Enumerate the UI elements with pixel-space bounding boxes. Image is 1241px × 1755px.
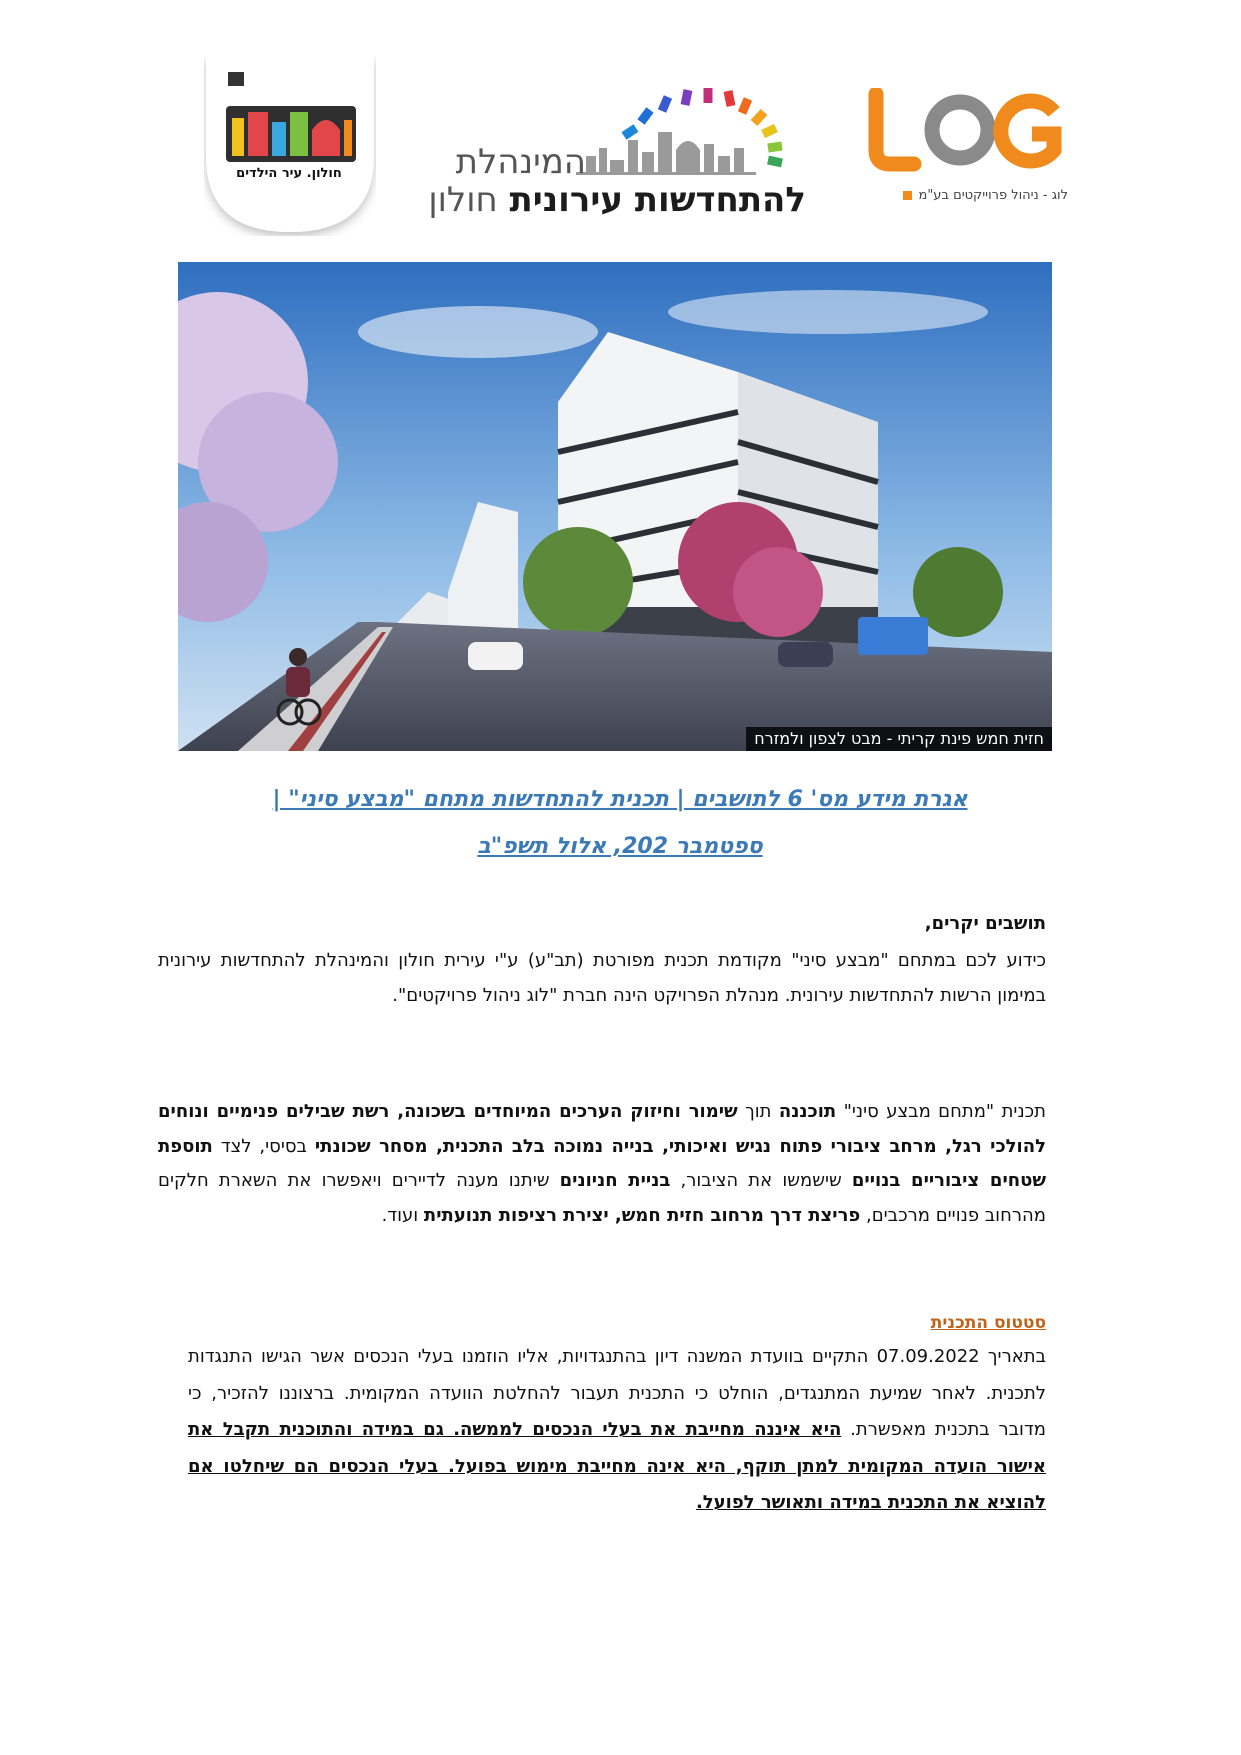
log-wordmark-graphic xyxy=(868,88,1068,184)
holon-city-logo xyxy=(204,56,376,236)
log-subtitle-text: לוג - ניהול פרוייקטים בע"מ xyxy=(918,187,1068,203)
intro-paragraph: כידוע לכם במתחם "מבצע סיני" מקודמת תכנית מפורטת (תב"ע) ע"י עירית חולון והמינהלת להתחדשות עירונית במימון הרשות להתחדשות עירונית. מנהלת הפרויקט הינה חברת "לוג ניהול פרויקטים". xyxy=(158,950,1046,1006)
authority-name-city: חולון xyxy=(428,180,498,220)
p3-bold-underline: היא איננה מחייבת את בעלי הנכסים לממשה. גם במידה והתוכנית תקבל את אישור הועדה המקומית למתן תוקף, היא אינה מחייבת מימוש בפועל. בעלי הנכסים הם שיחלטו אם להוציא את התכנית במידה ותאושר לפועל. xyxy=(188,1419,1046,1513)
p2-bold-5: פריצת דרך מרחוב חזית חמש, יצירת רציפות תנועתית xyxy=(423,1204,861,1226)
p2-text-2: תוך xyxy=(737,1101,779,1122)
p2-bold-1: תוכננה xyxy=(778,1101,837,1122)
greeting: תושבים יקרים, xyxy=(924,913,1046,934)
urban-renewal-logo xyxy=(428,70,806,220)
authority-name-line1: המינהלת xyxy=(455,142,586,182)
p2-text-3: בסיסי, לצד xyxy=(212,1135,315,1157)
holon-caption: חולון. עיר הילדים xyxy=(236,166,342,181)
p2-text-6: ועוד. xyxy=(381,1204,424,1226)
hero-rendering-image xyxy=(178,262,1052,751)
p2-text-5: שיתנו מענה לדיירים ויאפשרו את השארת חלקים מהרחוב פנויים מרכבים, xyxy=(158,1170,1046,1226)
holon-emblem-graphic xyxy=(204,56,376,236)
p2-bold-4: בניית חניונים xyxy=(559,1170,671,1191)
newsletter-date: ספטמבר 202, אלול תשפ"ב xyxy=(477,834,763,859)
plan-description-paragraph xyxy=(158,1095,1046,1233)
p2-text-4: שישמשו את הציבור, xyxy=(670,1170,852,1191)
log-company-logo xyxy=(868,88,1068,208)
hero-caption: חזית חמש פינת קריתי - מבט לצפון ולמזרח xyxy=(746,727,1052,751)
status-heading: סטטוס התכנית xyxy=(930,1313,1046,1333)
p2-text-1: תכנית "מתחם מבצע סיני" xyxy=(836,1101,1046,1122)
p3-text-1: בתאריך 07.09.2022 התקיים בוועדת המשנה דיון בהתנגדויות, אליו הוזמנו בעלי הנכסים אשר הגישו התנגדות לתכנית. לאחר שמיעת המתנגדים, הוחלט כי התכנית תעבור להחלטת הוועדה המקומית. ברצוננו להזכיר, כי מדובר בתכנית מאפשרת. xyxy=(188,1346,1047,1440)
status-paragraph xyxy=(188,1339,1046,1522)
log-subtitle xyxy=(868,184,1068,206)
authority-name-bold: להתחדשות עירונית xyxy=(509,180,806,220)
p2-bold-2: שימור וחיזוק הערכים המיוחדים בשכונה, רשת שבילים פנימיים ונוחים להולכי רגל, מרחב ציבורי פתוח נגיש ואיכותי, בנייה נמוכה בלב התכנית, מסחר שכונתי xyxy=(158,1101,1046,1157)
authority-name-line2 xyxy=(428,180,806,220)
orange-square-icon xyxy=(903,191,912,200)
newsletter-title: אגרת מידע מס' 6 לתושבים | תכנית להתחדשות מתחם "מבצע סיני" | xyxy=(272,787,968,812)
p2-bold-3: תוספת שטחים ציבוריים בנויים xyxy=(158,1135,1046,1191)
street-rendering-illustration xyxy=(178,262,1052,751)
